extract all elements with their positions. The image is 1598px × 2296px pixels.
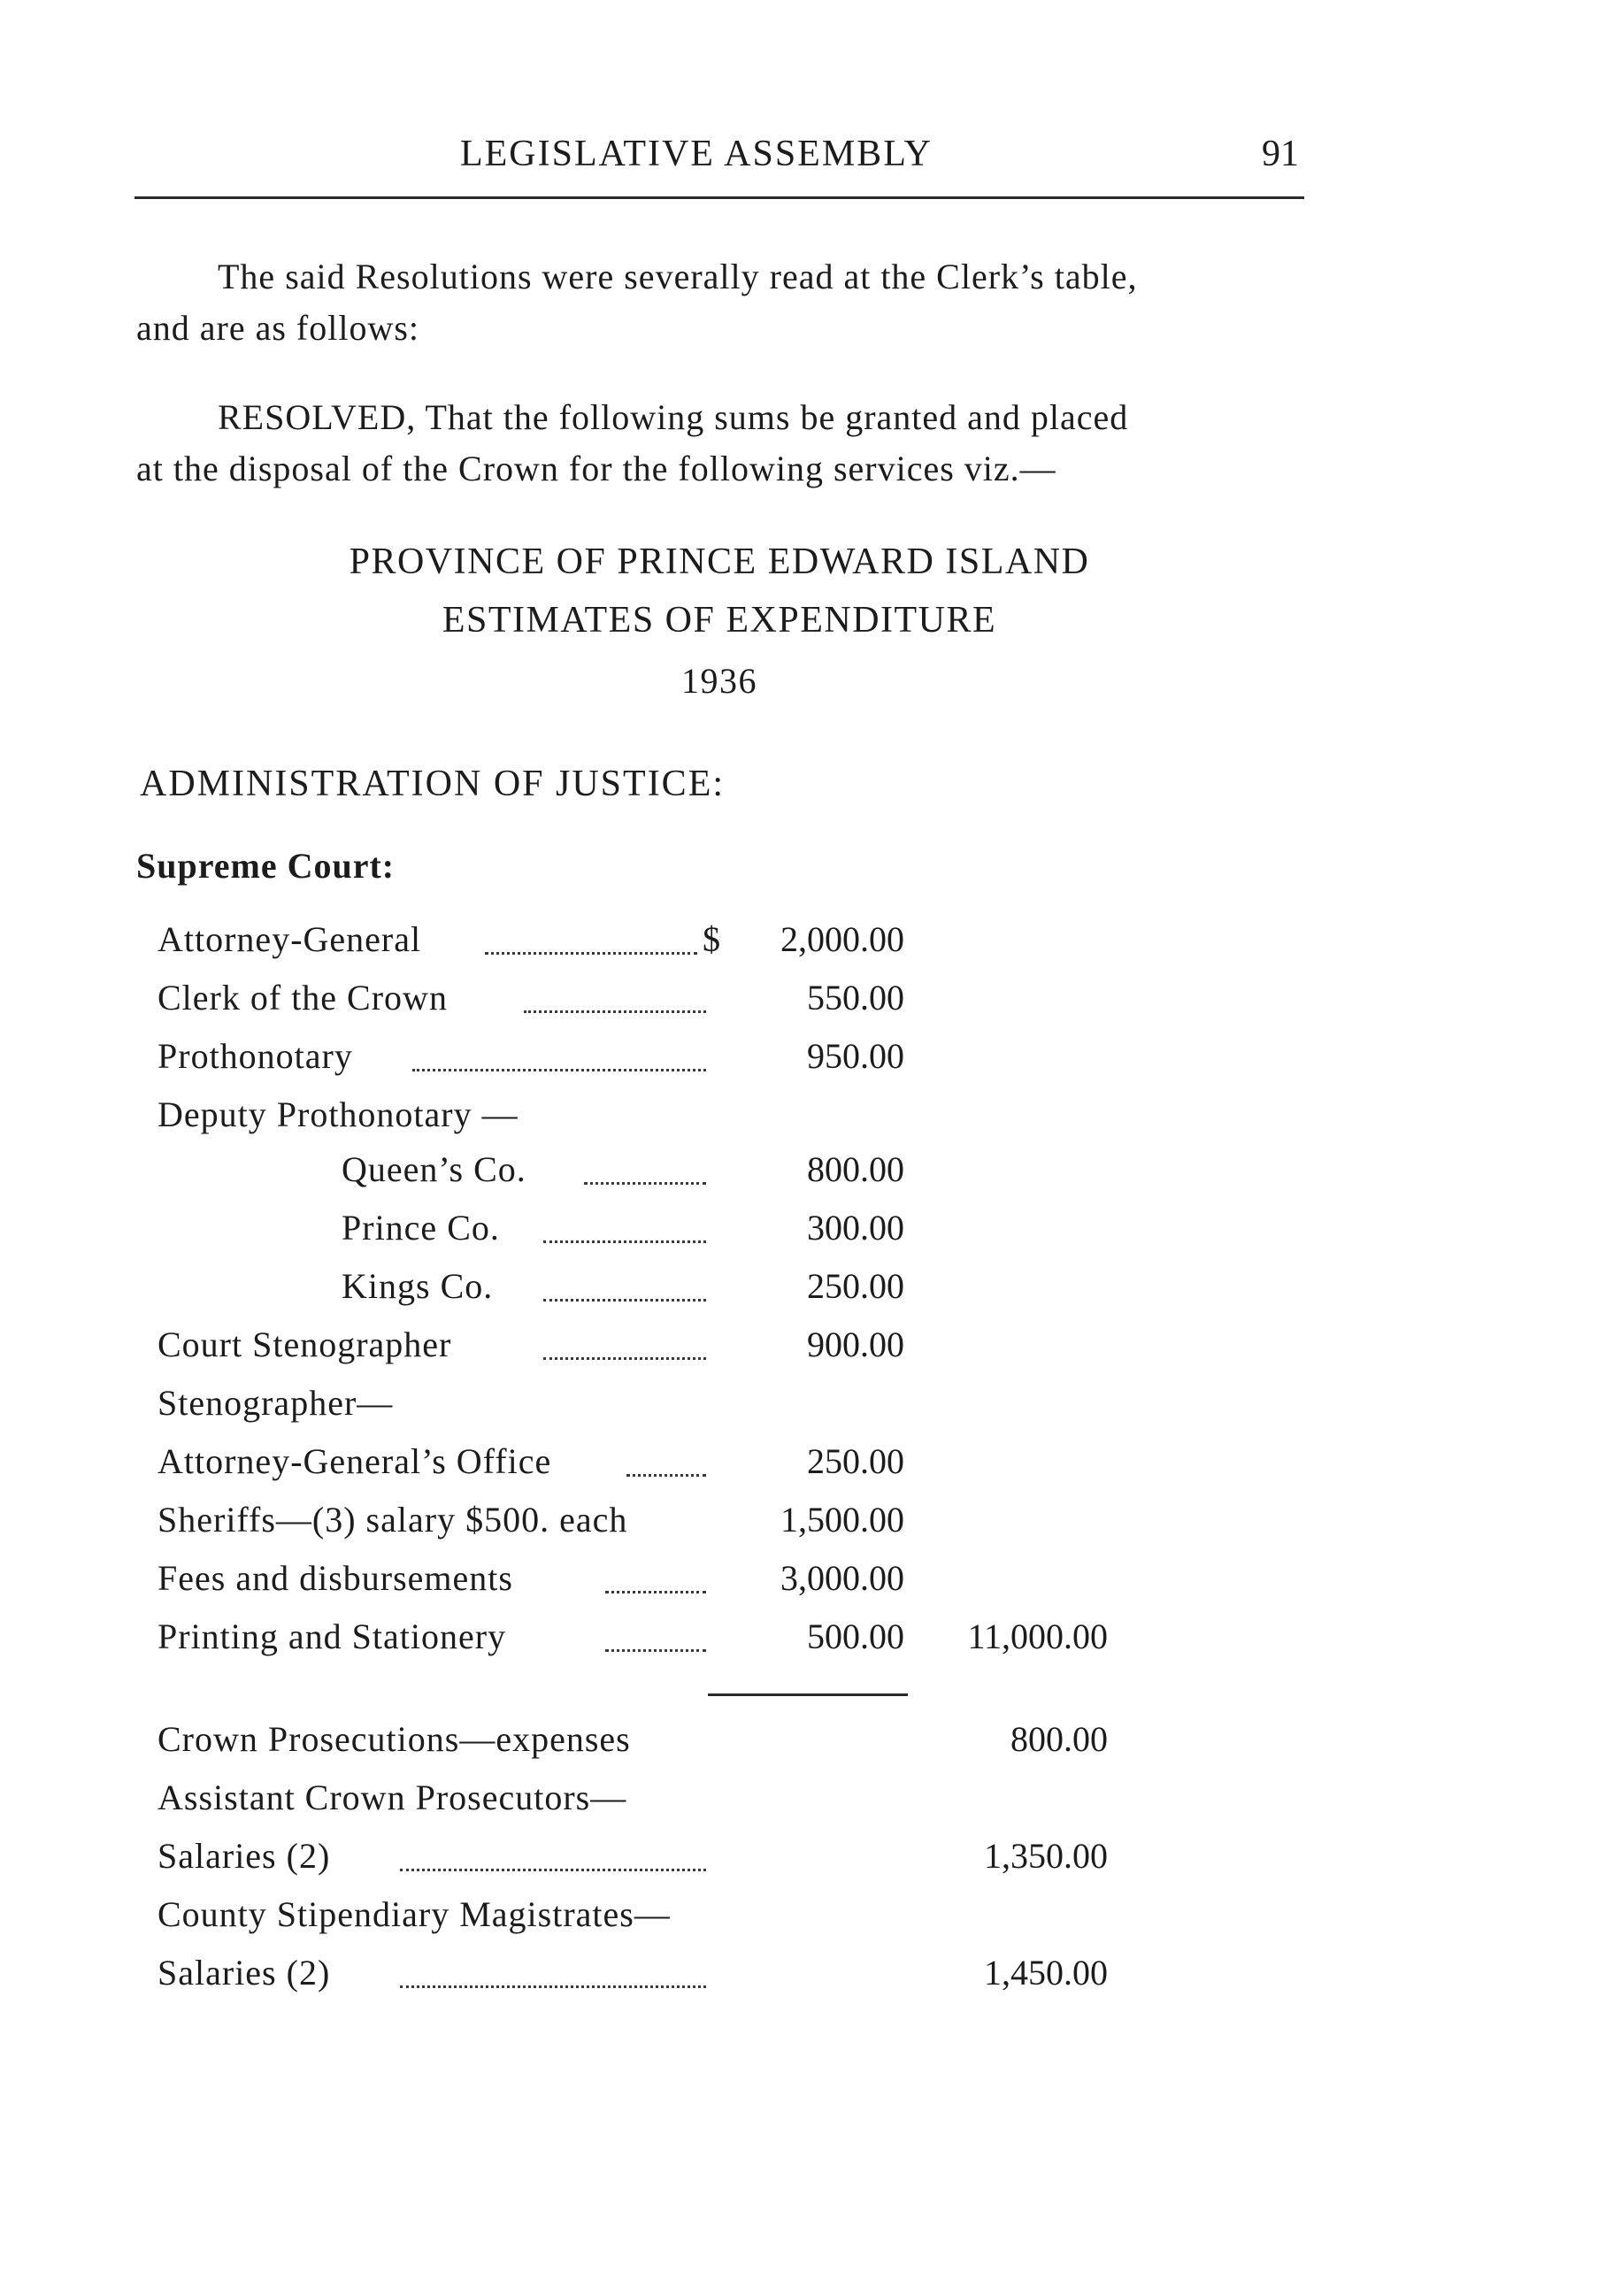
row-label: Deputy Prothonotary — [157,1094,519,1134]
dot-leader [584,1182,706,1185]
row-label: Salaries (2) [157,1953,331,1993]
table-row [0,918,1598,971]
dot-leader [543,1299,706,1302]
table-row [0,1094,1598,1147]
row-amount: 500.00 [807,1616,904,1656]
row-amount: 900.00 [807,1325,904,1364]
table-row [0,1557,1598,1610]
row-label: Court Stenographer [157,1325,452,1364]
subsection-title: Supreme Court: [136,846,396,886]
table-row [0,1148,1598,1202]
row-total: 800.00 [1010,1719,1108,1759]
row-label: Prince Co. [342,1208,500,1248]
table-row [0,1324,1598,1377]
table-row [0,1777,1598,1830]
row-amount: 250.00 [807,1441,904,1481]
section-title: ADMINISTRATION OF JUSTICE: [140,764,726,804]
table-row [0,1207,1598,1260]
row-label: Fees and disbursements [157,1558,513,1598]
running-header: LEGISLATIVE ASSEMBLY [460,134,933,174]
table-row [0,1265,1598,1318]
dot-leader [400,1985,706,1988]
table-row [0,1382,1598,1435]
row-label: Printing and Stationery [157,1616,507,1656]
dot-leader [543,1240,706,1243]
table-row [0,1499,1598,1552]
row-label: Queen’s Co. [342,1149,526,1189]
table-row [0,1616,1598,1669]
intro-line-1: The said Resolutions were severally read at the Clerk’s table, [218,257,1138,296]
dot-leader [605,1649,706,1652]
table-row [0,1718,1598,1771]
dollar-sign: $ [703,919,720,959]
row-label: Stenographer— [157,1383,394,1423]
row-label: Kings Co. [342,1266,494,1306]
row-label: Sheriffs—(3) salary $500. each [157,1500,628,1540]
dot-leader [400,1869,706,1871]
dot-leader [524,1010,706,1013]
page-number: 91 [1262,134,1299,174]
row-label: Attorney-General’s Office [157,1441,552,1481]
heading-year: 1936 [681,661,757,701]
row-amount: 550.00 [807,978,904,1017]
dot-leader [412,1069,706,1071]
table-row [0,1835,1598,1888]
table-row [0,1440,1598,1494]
row-amount: 800.00 [807,1149,904,1189]
row-label: County Stipendiary Magistrates— [157,1894,671,1934]
row-amount: 250.00 [807,1266,904,1306]
heading-estimates: ESTIMATES OF EXPENDITURE [442,600,997,641]
row-label: Salaries (2) [157,1836,331,1876]
dot-leader [543,1357,706,1360]
resolution-line-2: at the disposal of the Crown for the following services viz.— [136,449,1056,488]
row-amount: 950.00 [807,1036,904,1076]
table-row [0,1952,1598,2005]
row-total: 11,000.00 [967,1616,1108,1656]
sum-rule [708,1693,908,1696]
table-row [0,977,1598,1030]
header-rule [134,196,1304,199]
dot-leader [485,952,697,955]
dot-leader [626,1474,706,1477]
heading-province: PROVINCE OF PRINCE EDWARD ISLAND [349,541,1090,582]
row-label: Attorney-General [157,919,422,959]
table-row [0,1035,1598,1088]
row-total: 1,450.00 [984,1953,1108,1993]
dot-leader [605,1591,706,1593]
row-label: Crown Prosecutions—expenses [157,1719,631,1759]
row-label: Prothonotary [157,1036,353,1076]
row-amount: 300.00 [807,1208,904,1248]
row-amount: 3,000.00 [780,1558,904,1598]
row-total: 1,350.00 [984,1836,1108,1876]
row-amount: 2,000.00 [780,919,904,959]
table-row [0,1893,1598,1947]
row-label: Clerk of the Crown [157,978,448,1017]
resolution-line-1: RESOLVED, That the following sums be granted and placed [218,397,1129,437]
row-label: Assistant Crown Prosecutors— [157,1778,627,1817]
row-amount: 1,500.00 [780,1500,904,1540]
intro-line-2: and are as follows: [136,308,420,348]
